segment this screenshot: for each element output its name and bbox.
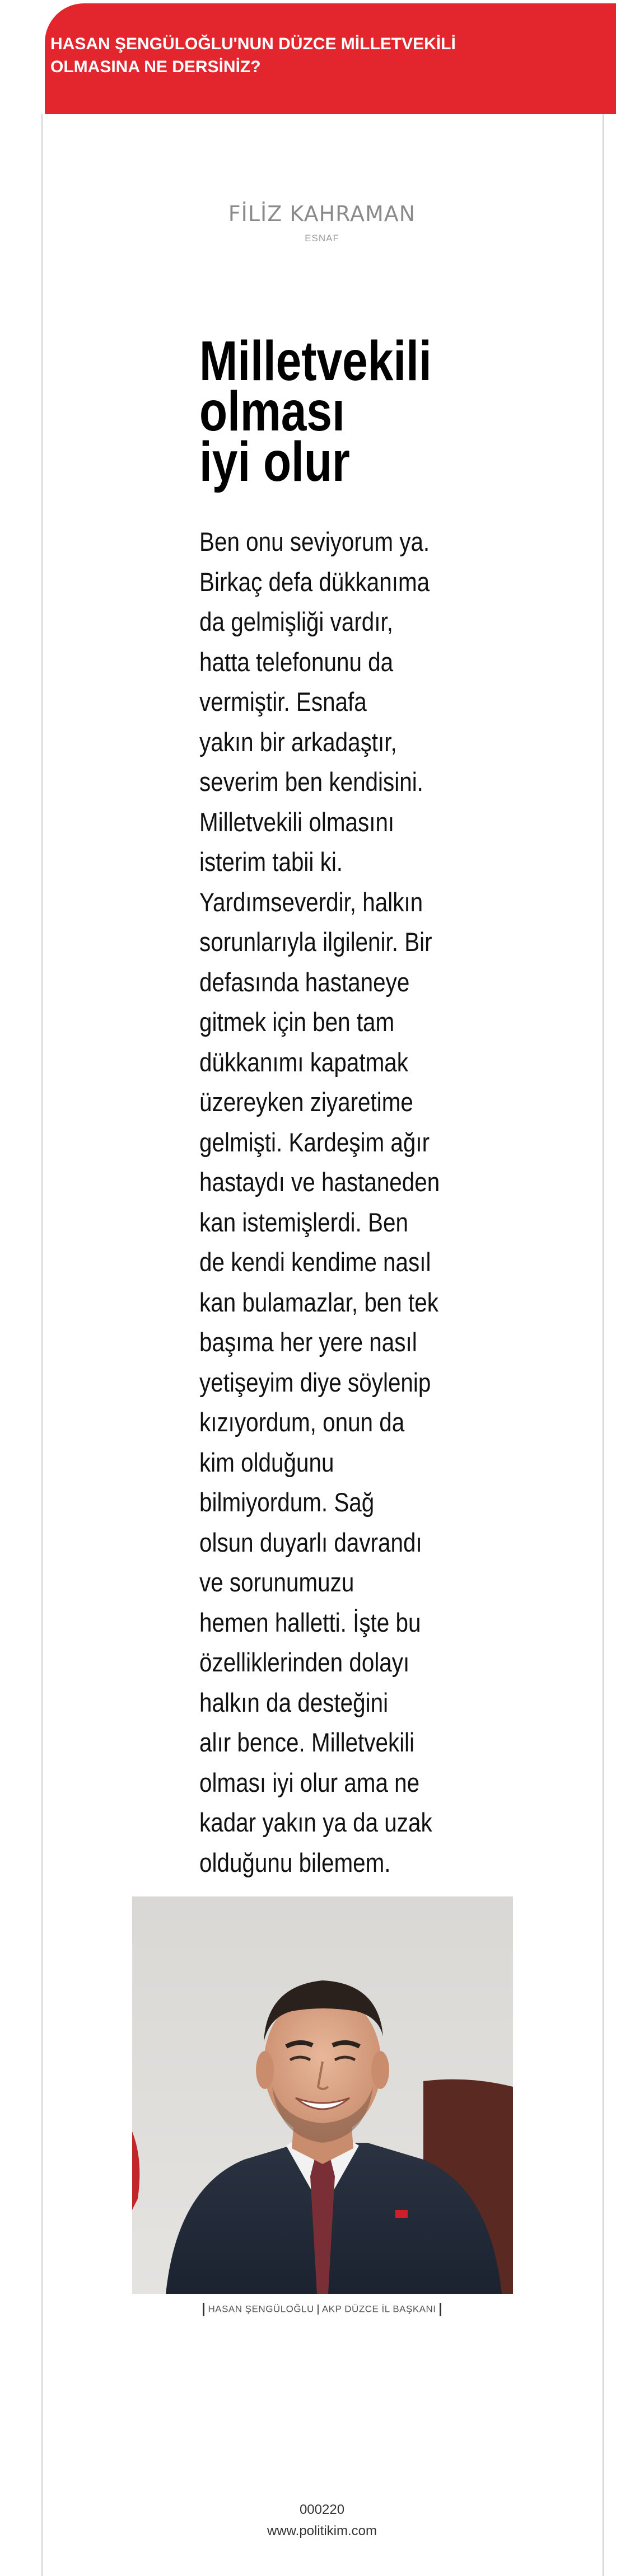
caption-name: HASAN ŞENGÜLOĞLU	[208, 2303, 314, 2315]
portrait-photo	[132, 1896, 513, 2294]
page-number: 000220	[299, 2502, 345, 2517]
author-name: FİLİZ KAHRAMAN	[228, 202, 416, 226]
caption-title: AKP DÜZCE İL BAŞKANI	[321, 2303, 436, 2315]
caption-left-bar	[203, 2303, 204, 2316]
portrait-illustration	[132, 1896, 513, 2294]
caption-separator	[318, 2305, 319, 2315]
frame-right-rule	[603, 114, 604, 2576]
article-headline: Milletvekili olması iyi olur	[199, 330, 432, 493]
frame-left-rule	[41, 114, 43, 2576]
caption-right-bar	[440, 2303, 441, 2316]
article-body: Ben onu seviyorum ya. Birkaç defa dükkanıma da gelmişliği vardır, hatta telefonunu da vermiştir. Esnafa yakın bir arkadaştır, severim ben kendisini. Milletvekili olmasını isterim tabii ki. Yardımseverdir, halkın sorunlarıyla ilgilenir. Bir defasında hastaneye gitmek için ben tam dükkanımı kapatmak üzereyken ziyaretime gelmişti. Kardeşim ağır hastaydı ve hastaneden kan istemişlerdi. Ben de kendi kendime nasıl kan bulamazlar, ben tek başıma her yere nasıl yetişeyim diye söylenip kızıyordum, onun da kim olduğunu bilmiyordum. Sağ olsun duyarlı davrandı ve sorunumuzu hemen halletti. İşte bu özelliklerinden dolayı halkın da desteğini alır bence. Milletvekili olması iyi olur ama ne kadar yakın ya da uzak olduğunu bilemem.	[199, 527, 440, 1877]
photo-caption	[0, 2303, 644, 2316]
header-question: HASAN ŞENGÜLOĞLU'NUN DÜZCE MİLLETVEKİLİ OLMASINA NE DERSİNİZ?	[50, 35, 456, 76]
author-role: ESNAF	[305, 233, 339, 243]
website-link[interactable]: www.politikim.com	[267, 2523, 377, 2538]
